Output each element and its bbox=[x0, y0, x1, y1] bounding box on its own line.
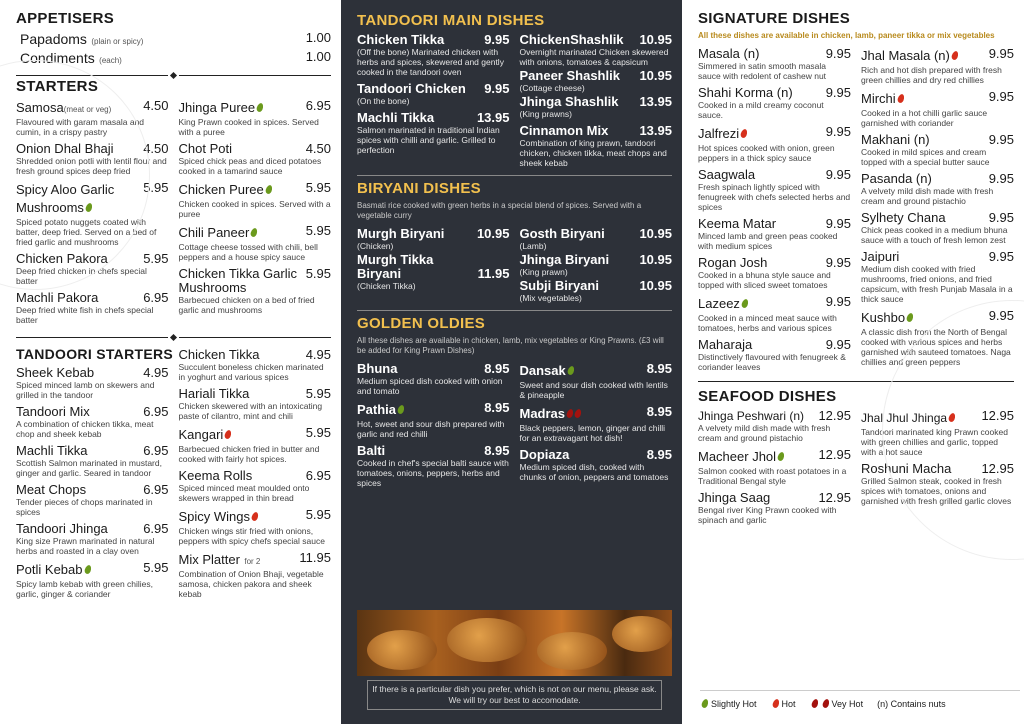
item-name: Mirchi bbox=[861, 91, 896, 106]
item-name: Condiments bbox=[20, 50, 95, 66]
menu-item bbox=[520, 253, 673, 277]
item-name: Tandoori Mix bbox=[16, 404, 90, 419]
item-name: Samosa bbox=[16, 100, 64, 115]
menu-item bbox=[520, 448, 673, 482]
item-price: 10.95 bbox=[639, 68, 672, 83]
menu-item bbox=[179, 224, 332, 262]
item-name: Pasanda (n) bbox=[861, 171, 932, 186]
item-price: 8.95 bbox=[646, 361, 672, 376]
item-price: 9.95 bbox=[825, 167, 851, 182]
item-description: (Lamb) bbox=[519, 241, 547, 251]
item-name: ChickenShashlik bbox=[519, 32, 624, 47]
item-description: (Cottage cheese) bbox=[519, 83, 585, 93]
slightly-hot-chili-icon bbox=[566, 366, 575, 377]
item-price: 6.95 bbox=[143, 521, 169, 536]
slightly-hot-chili-icon bbox=[250, 228, 259, 239]
very-hot-chili-icon bbox=[574, 409, 583, 420]
item-name: Spicy Aloo Garlic Mushrooms bbox=[16, 182, 115, 215]
item-price: 9.95 bbox=[825, 294, 851, 309]
menu-item bbox=[698, 125, 851, 163]
item-name: Jhinga Shashlik bbox=[519, 94, 619, 109]
menu-item bbox=[698, 448, 851, 486]
hot-chili-icon bbox=[771, 698, 780, 709]
item-price: 10.95 bbox=[639, 252, 672, 267]
item-price: 4.95 bbox=[143, 365, 169, 380]
menu-item bbox=[16, 561, 169, 599]
item-name: Mix Platter bbox=[178, 552, 240, 567]
item-price: 9.95 bbox=[988, 46, 1014, 61]
item-price: 5.95 bbox=[305, 266, 331, 281]
item-price: 12.95 bbox=[818, 408, 851, 423]
item-price: 10.95 bbox=[639, 32, 672, 47]
legend-hot bbox=[771, 699, 796, 709]
item-description: Bengal river King Prawn cooked with spinach and garlic bbox=[698, 505, 837, 525]
left-panel bbox=[0, 0, 341, 724]
item-name: Sylhety Chana bbox=[861, 210, 946, 225]
item-description: Chick peas cooked in a medium bhuna sauce with a touch of fresh lemon zest bbox=[861, 225, 1008, 245]
item-price: 8.95 bbox=[484, 361, 510, 376]
item-name: Chicken Puree bbox=[178, 182, 264, 197]
item-description: (Chicken Tikka) bbox=[357, 281, 416, 291]
item-price: 9.95 bbox=[988, 132, 1014, 147]
item-price: 6.95 bbox=[305, 98, 331, 113]
item-description: A classic dish from the North of Bengal cooked with various spices and herbs garnished with sauteed tomatoes. Naga chillies and green peppers bbox=[861, 327, 1011, 367]
item-name: Papadoms bbox=[20, 31, 87, 47]
menu-item bbox=[179, 99, 332, 137]
menu-item bbox=[357, 227, 510, 251]
legend-label: Vey Hot bbox=[831, 698, 864, 709]
item-name: Spicy Wings bbox=[178, 509, 251, 524]
item-name: Bhuna bbox=[357, 361, 398, 376]
item-price: 11.95 bbox=[299, 550, 331, 565]
item-description: Chicken cooked in spices. Served with a puree bbox=[178, 199, 331, 219]
menu-item bbox=[520, 405, 673, 443]
item-name: Chicken Tikka bbox=[357, 32, 445, 47]
item-price: 5.95 bbox=[143, 180, 169, 195]
item-name: Tandoori Jhinga bbox=[16, 521, 108, 536]
item-description: (On the bone) bbox=[357, 96, 410, 106]
legend-label: (n) Contains nuts bbox=[877, 698, 946, 709]
item-description: Deep fried chicken in chefs special batter bbox=[16, 266, 147, 286]
divider bbox=[16, 335, 331, 340]
item-description: Medium dish cooked with fried mushrooms, fried onions, and fried capsicum, with fresh Punjab Masala in a thick sauce bbox=[861, 264, 1013, 304]
item-name: Shahi Korma (n) bbox=[698, 85, 793, 100]
item-description: King Prawn cooked in spices. Served with a puree bbox=[178, 117, 319, 137]
hot-chili-icon bbox=[251, 512, 260, 523]
item-price: 9.95 bbox=[825, 337, 851, 352]
item-description: Barbecued chicken on a bed of fried garlic and mushrooms bbox=[178, 295, 315, 315]
signature-note: All these dishes are available in chicken, lamb, paneer tikka or mix vegetables bbox=[698, 31, 995, 40]
menu-item bbox=[179, 387, 332, 421]
item-description: Medium spiced dish cooked with onion and tomato bbox=[357, 376, 503, 396]
item-name: Chicken Tikka Garlic Mushrooms bbox=[178, 266, 297, 295]
golden-oldies-heading: GOLDEN OLDIES bbox=[357, 315, 486, 332]
item-price: 5.95 bbox=[305, 425, 331, 440]
tandoori-starters-heading: TANDOORI STARTERS bbox=[16, 346, 174, 362]
starters-heading: STARTERS bbox=[16, 78, 99, 95]
item-name: Roshuni Macha bbox=[861, 461, 952, 476]
golden-oldies-list bbox=[357, 362, 672, 493]
middle-panel bbox=[341, 0, 682, 724]
very-hot-chili-icon bbox=[810, 698, 819, 709]
appetisers-heading: APPETISERS bbox=[16, 10, 115, 27]
item-description: Spiced minced lamb on skewers and grilled in the tandoor bbox=[16, 380, 155, 400]
menu-item bbox=[861, 250, 1014, 304]
item-name: Macheer Jhol bbox=[698, 449, 777, 464]
menu-item bbox=[698, 409, 851, 443]
item-name: Chicken Tikka bbox=[178, 347, 260, 362]
menu-item bbox=[16, 405, 169, 439]
divider bbox=[357, 310, 672, 311]
item-price: 12.95 bbox=[818, 447, 851, 462]
menu-item bbox=[520, 95, 673, 119]
item-name: Jhinga Puree bbox=[178, 100, 256, 115]
item-description: Medium spiced dish, cooked with chunks of onion, peppers and tomatoes bbox=[519, 462, 669, 482]
item-price: 6.95 bbox=[143, 482, 169, 497]
menu-item bbox=[357, 362, 510, 396]
menu-item bbox=[861, 172, 1014, 206]
item-description: Chicken skewered with an intoxicating paste of cilantro, mint and chili bbox=[178, 401, 323, 421]
item-description: Succulent boneless chicken marinated in yoghurt and various spices bbox=[178, 362, 324, 382]
item-price: 9.95 bbox=[988, 89, 1014, 104]
menu-item bbox=[357, 401, 510, 439]
item-price: 9.95 bbox=[988, 210, 1014, 225]
item-description: Rich and hot dish prepared with fresh green chillies and dry red chillies bbox=[861, 65, 1002, 85]
item-name: Balti bbox=[357, 443, 386, 458]
item-price: 4.50 bbox=[143, 141, 169, 156]
biryani-heading: BIRYANI DISHES bbox=[357, 180, 481, 197]
item-description: Flavoured with garam masala and cumin, in a crispy pastry bbox=[16, 117, 145, 137]
menu-item bbox=[698, 168, 851, 212]
menu-item bbox=[861, 47, 1014, 85]
menu-item bbox=[520, 33, 673, 67]
item-description: Cooked in a bhuna style sauce and topped with sliced sweet tomatoes bbox=[698, 270, 831, 290]
item-name: Madras bbox=[519, 406, 566, 421]
item-price: 12.95 bbox=[818, 490, 851, 505]
item-description: Chicken wings stir fried with onions, peppers with spicy chefs special sauce bbox=[178, 526, 325, 546]
item-description: (King prawn) bbox=[519, 267, 568, 277]
item-price: 6.95 bbox=[143, 290, 169, 305]
menu-item bbox=[179, 181, 332, 219]
item-price: 4.50 bbox=[305, 141, 331, 156]
menu-item bbox=[179, 348, 332, 382]
item-price: 9.95 bbox=[825, 124, 851, 139]
item-name: Hariali Tikka bbox=[178, 386, 250, 401]
menu-item bbox=[520, 227, 673, 251]
item-description: Cooked in a mild creamy coconut sauce. bbox=[698, 100, 824, 120]
item-price: 8.95 bbox=[484, 400, 510, 415]
item-price: 13.95 bbox=[476, 110, 510, 125]
slightly-hot-chili-icon bbox=[83, 565, 92, 576]
legend-label: Slightly Hot bbox=[711, 698, 757, 709]
slightly-hot-chili-icon bbox=[701, 698, 710, 709]
item-name: Jaipuri bbox=[861, 249, 900, 264]
item-name: Murgh Biryani bbox=[357, 226, 445, 241]
item-description: A velvety mild dish made with fresh cream and ground pistachio bbox=[861, 186, 994, 206]
menu-item bbox=[16, 444, 169, 478]
item-name: Keema Matar bbox=[698, 216, 777, 231]
item-description: Cottage cheese tossed with chili, bell peppers and a house spicy sauce bbox=[178, 242, 318, 262]
item-price: 5.95 bbox=[305, 386, 331, 401]
item-description: Deep fried white fish in chefs special batter bbox=[16, 305, 154, 325]
item-name: Machli Tikka bbox=[357, 110, 435, 125]
item-price: 6.95 bbox=[305, 468, 331, 483]
item-name: Paneer Shashlik bbox=[519, 68, 620, 83]
item-name: Chili Paneer bbox=[178, 225, 250, 240]
menu-item bbox=[357, 253, 510, 291]
item-description: Sweet and sour dish cooked with lentils & pineapple bbox=[519, 380, 668, 400]
hot-chili-icon bbox=[224, 430, 233, 441]
hot-chili-icon bbox=[740, 129, 749, 140]
item-name: Cinnamon Mix bbox=[519, 123, 609, 138]
item-price: 11.95 bbox=[477, 266, 510, 281]
item-description: Barbecued chicken fried in butter and cooked with fairly hot spices. bbox=[178, 444, 320, 464]
menu-item bbox=[698, 86, 851, 120]
item-name: Jhinga Biryani bbox=[519, 252, 610, 267]
item-description: Spiced potato nuggets coated with batter, deep fried. Served on a bed of fried garlic and mushrooms bbox=[16, 217, 157, 247]
item-price: 13.95 bbox=[639, 123, 672, 138]
item-price: 9.95 bbox=[825, 216, 851, 231]
item-price: 5.95 bbox=[305, 180, 331, 195]
item-description: Cooked in chef's special balti sauce with tomatoes, onions, peppers, herbs and spices bbox=[357, 458, 509, 488]
menu-item bbox=[357, 33, 510, 77]
item-description: Hot, sweet and sour dish prepared with garlic and red chilli bbox=[357, 419, 505, 439]
menu-item bbox=[16, 366, 169, 400]
item-name: Jhal Masala (n) bbox=[861, 48, 950, 63]
slightly-hot-chili-icon bbox=[906, 313, 915, 324]
item-name: Kangari bbox=[178, 427, 224, 442]
item-description: Spiced chick peas and diced potatoes cooked in a tamarind sauce bbox=[178, 156, 322, 176]
item-name: Murgh Tikka Biryani bbox=[357, 252, 434, 281]
item-name: Dansak bbox=[519, 363, 566, 378]
item-name: Pathia bbox=[357, 402, 397, 417]
item-price: 5.95 bbox=[143, 560, 169, 575]
slightly-hot-chili-icon bbox=[264, 185, 273, 196]
item-description: (Mix vegetables) bbox=[519, 293, 582, 303]
menu-item bbox=[698, 338, 851, 372]
item-name: Chicken Pakora bbox=[16, 251, 108, 266]
item-qualifier: (plain or spicy) bbox=[91, 37, 144, 46]
legend-very-hot bbox=[810, 699, 864, 709]
item-price: 9.95 bbox=[825, 85, 851, 100]
divider bbox=[357, 175, 672, 176]
item-price: 9.95 bbox=[484, 32, 510, 47]
item-price: 12.95 bbox=[981, 408, 1014, 423]
item-description: Salmon cooked with roast potatoes in a Traditional Bengal style bbox=[698, 466, 847, 486]
slightly-hot-chili-icon bbox=[777, 452, 786, 463]
menu-item bbox=[179, 508, 332, 546]
item-name: Dopiaza bbox=[519, 447, 570, 462]
hot-chili-icon bbox=[951, 51, 960, 62]
item-name: Onion Dhal Bhaji bbox=[16, 141, 114, 156]
menu-item bbox=[179, 551, 332, 599]
golden-oldies-note: All these dishes are available in chicken, lamb, mix vegetables or King Prawns. (£3 will be added for King Prawn Dishes) bbox=[357, 336, 664, 355]
item-price: 4.50 bbox=[143, 98, 169, 113]
menu-item bbox=[179, 142, 332, 176]
item-price: 8.95 bbox=[646, 404, 672, 419]
very-hot-chili-icon bbox=[821, 698, 830, 709]
menu-item bbox=[698, 217, 851, 251]
item-description: Cooked in mild spices and cream topped with a special butter sauce bbox=[861, 147, 990, 167]
item-price: 10.95 bbox=[639, 278, 672, 293]
menu-item bbox=[179, 426, 332, 464]
very-hot-chili-icon bbox=[566, 409, 575, 420]
legend-label: Hot bbox=[781, 698, 796, 709]
item-price: 6.95 bbox=[143, 404, 169, 419]
biryani-note: Basmati rice cooked with green herbs in a special blend of spices. Served with a vegetable curry bbox=[357, 201, 642, 220]
item-name: Masala (n) bbox=[698, 46, 760, 61]
item-description: Cooked in a minced meat sauce with tomatoes, herbs and various spices bbox=[698, 313, 837, 333]
menu-item bbox=[357, 444, 510, 488]
item-description: King size Prawn marinated in natural herbs and roasted in a clay oven bbox=[16, 536, 155, 556]
item-name: Makhani (n) bbox=[861, 132, 930, 147]
item-price: 9.95 bbox=[988, 249, 1014, 264]
tandoori-starters-list bbox=[16, 346, 331, 604]
food-photo bbox=[357, 610, 672, 676]
item-price: 5.95 bbox=[305, 223, 331, 238]
menu-item bbox=[16, 483, 169, 517]
menu-item bbox=[698, 491, 851, 525]
item-description: Tandoori marinated king Prawn cooked with green chillies and garlic, topped with a hot sauce bbox=[861, 427, 1008, 457]
item-description: Simmered in satin smooth masala sauce with redolent of cashew nut bbox=[698, 61, 827, 81]
item-description: A combination of chicken tikka, meat chop and sheek kebab bbox=[16, 419, 154, 439]
item-name: Subji Biryani bbox=[519, 278, 599, 293]
item-name: Maharaja bbox=[698, 337, 753, 352]
heat-legend bbox=[700, 690, 1020, 712]
item-name: Meat Chops bbox=[16, 482, 87, 497]
biryani-list bbox=[357, 227, 672, 308]
item-price: 5.95 bbox=[143, 251, 169, 266]
menu-item bbox=[861, 90, 1014, 128]
item-name: Jhinga Peshwari (n) bbox=[698, 409, 805, 423]
tandoori-main-heading: TANDOORI MAIN DISHES bbox=[357, 12, 545, 29]
menu-item bbox=[20, 31, 331, 49]
item-description: Spicy lamb kebab with green chilies, garlic, ginger & coriander bbox=[16, 579, 154, 599]
item-name: Potli Kebab bbox=[16, 562, 83, 577]
item-price: 12.95 bbox=[981, 461, 1014, 476]
menu-item bbox=[861, 211, 1014, 245]
item-name: Machli Pakora bbox=[16, 290, 99, 305]
item-price: 9.95 bbox=[825, 46, 851, 61]
item-description: Hot spices cooked with onion, green peppers in a thick spicy sauce bbox=[698, 143, 835, 163]
item-name: Tandoori Chicken bbox=[357, 81, 466, 96]
item-name: Jhinga Saag bbox=[698, 490, 771, 505]
menu-item bbox=[357, 82, 510, 106]
legend-nuts bbox=[877, 699, 946, 709]
item-name: Chot Poti bbox=[178, 141, 232, 156]
menu-item bbox=[520, 362, 673, 400]
item-price: 10.95 bbox=[476, 226, 510, 241]
item-price: 13.95 bbox=[639, 94, 672, 109]
item-description: Combination of king prawn, tandoori chicken, chicken tikka, meat chops and sheek kebab bbox=[519, 138, 667, 168]
item-description: Shredded onion potli with lentil flour and fresh ground spices deep fried bbox=[16, 156, 167, 176]
item-description: (King prawns) bbox=[519, 109, 572, 119]
item-name: Jalfrezi bbox=[698, 126, 740, 141]
item-price: 6.95 bbox=[143, 443, 169, 458]
item-qualifier: (meat or veg) bbox=[63, 105, 112, 114]
item-name: Rogan Josh bbox=[698, 255, 768, 270]
legend-slightly-hot bbox=[700, 699, 757, 709]
menu-item bbox=[179, 469, 332, 503]
item-price: 1.00 bbox=[305, 30, 331, 45]
item-price: 8.95 bbox=[484, 443, 510, 458]
menu-item bbox=[16, 291, 169, 325]
item-price: 9.95 bbox=[988, 171, 1014, 186]
item-description: Combination of Onion Bhaji, vegetable samosa, chicken pakora and sheek kebab bbox=[178, 569, 324, 599]
item-price: 5.95 bbox=[305, 507, 331, 522]
item-price: 1.00 bbox=[305, 49, 331, 64]
menu-item bbox=[698, 47, 851, 81]
slightly-hot-chili-icon bbox=[397, 405, 406, 416]
menu-item bbox=[16, 522, 169, 556]
item-price: 9.95 bbox=[825, 255, 851, 270]
item-name: Machli Tikka bbox=[16, 443, 88, 458]
right-panel bbox=[682, 0, 1024, 724]
item-name: Gosth Biryani bbox=[519, 226, 605, 241]
item-description: Grilled Salmon steak, cooked in fresh spices with tomatoes, onions and garnished with fresh grilled garlic cloves bbox=[861, 476, 1012, 506]
menu-item bbox=[179, 267, 332, 315]
item-price: 9.95 bbox=[484, 81, 510, 96]
appetisers-list bbox=[16, 31, 331, 68]
menu-item bbox=[861, 133, 1014, 167]
item-qualifier: (each) bbox=[99, 56, 122, 65]
item-price: 10.95 bbox=[639, 226, 672, 241]
item-description: Spiced minced meat moulded onto skewers wrapped in thin bread bbox=[178, 483, 310, 503]
item-description: A velvety mild dish made with fresh cream and ground pistachio bbox=[698, 423, 831, 443]
slightly-hot-chili-icon bbox=[256, 103, 265, 114]
item-description: Black peppers, lemon, ginger and chilli for an extravagant hot dish! bbox=[519, 423, 666, 443]
item-description: Overnight marinated Chicken skewered with onions, tomatoes & capsicum bbox=[519, 47, 669, 67]
menu-item bbox=[698, 256, 851, 290]
menu-item bbox=[357, 111, 510, 155]
hot-chili-icon bbox=[896, 94, 905, 105]
item-price: 8.95 bbox=[646, 447, 672, 462]
menu-item bbox=[698, 295, 851, 333]
tandoori-main-list bbox=[357, 33, 672, 173]
signature-heading: SIGNATURE DISHES bbox=[698, 10, 851, 27]
menu-item bbox=[520, 124, 673, 168]
item-name: Jhal Jhul Jhinga bbox=[861, 411, 948, 425]
menu-item bbox=[520, 279, 673, 303]
item-price: 4.95 bbox=[305, 347, 331, 362]
seafood-heading: SEAFOOD DISHES bbox=[698, 388, 837, 405]
item-description: Cooked in a hot chilli garlic sauce garnished with coriander bbox=[861, 108, 988, 128]
slightly-hot-chili-icon bbox=[741, 299, 750, 310]
footer-note: If there is a particular dish you prefer, which is not on our menu, please ask. We will try our best to accomodate. bbox=[367, 680, 662, 710]
item-description: Scottish Salmon marinated in mustard, ginger and garlic. Seared in tandoor bbox=[16, 458, 162, 478]
item-name: Sheek Kebab bbox=[16, 365, 95, 380]
menu-item bbox=[520, 69, 673, 93]
item-description: Salmon marinated in traditional Indian spices with chilli and garlic. Grilled to perfection bbox=[357, 125, 500, 155]
item-price: 9.95 bbox=[988, 308, 1014, 323]
item-description: Fresh spinach lightly spiced with fenugreek with chefs selected herbs and spices bbox=[698, 182, 851, 212]
item-description: (Chicken) bbox=[357, 241, 394, 251]
item-description: (Off the bone) Marinated chicken with herbs and spices, skewered and gently cooked in the tandoori oven bbox=[357, 47, 504, 77]
item-description: Minced lamb and green peas cooked with medium spices bbox=[698, 231, 838, 251]
item-qualifier: for 2 bbox=[244, 557, 261, 566]
item-description: Tender pieces of chops marinated in spices bbox=[16, 497, 153, 517]
item-name: Kushbo bbox=[861, 310, 906, 325]
item-name: Keema Rolls bbox=[178, 468, 253, 483]
item-description: Distinctively flavoured with fenugreek & coriander leaves bbox=[698, 352, 846, 372]
item-name: Saagwala bbox=[698, 167, 756, 182]
item-name: Lazeez bbox=[698, 296, 740, 311]
